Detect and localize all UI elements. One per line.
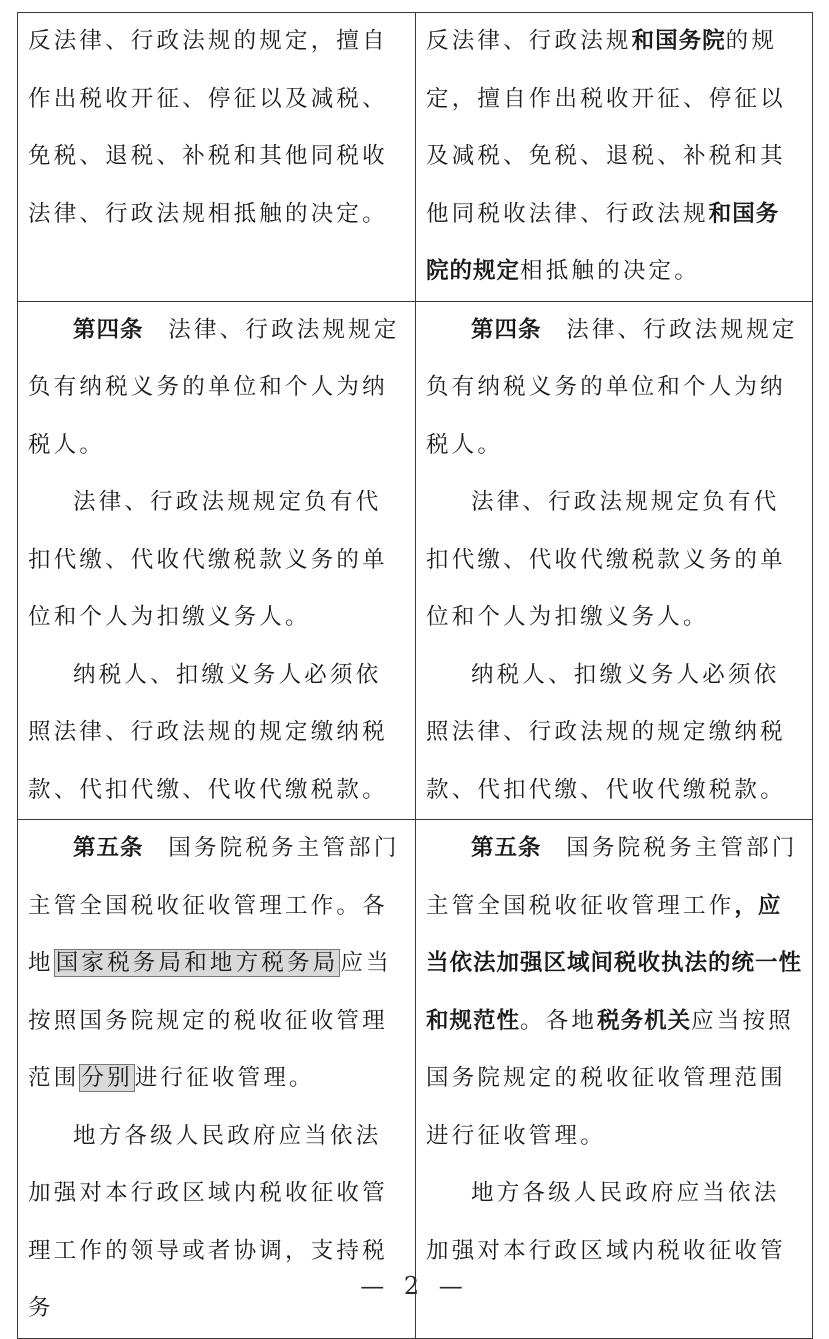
text-run: 法律、行政法规规定负有代扣代缴、代收代缴税款义务的单位和个人为扣缴义务人。 [28, 489, 388, 630]
paragraph [28, 647, 405, 820]
bold-text: 第五条 [73, 835, 144, 861]
paragraph [28, 302, 405, 475]
revised-text-cell [416, 301, 813, 820]
text-run: 国务院税务主管部门主管全国税收征收管理工作。各地 [28, 835, 400, 976]
paragraph [426, 474, 802, 647]
comparison-table [17, 12, 813, 1339]
paragraph [426, 1165, 802, 1280]
original-text-cell [18, 301, 416, 820]
bold-text: ，应当依法加强区域间税收执法的统一性和规范性 [426, 892, 803, 1034]
paragraph [426, 302, 802, 475]
text-run: 的规定，擅自作出税收开征、停征以及减税、免税、退税、补税和其他同税收法律、行政法规 [426, 28, 786, 227]
highlighted-text: 分别 [81, 1065, 133, 1091]
revised-text-cell [416, 820, 813, 1339]
highlighted-text: 国家税务局和地方税务局 [55, 950, 339, 976]
text-run: 应当按照国务院规定的税收征收管理范围 [28, 950, 392, 1091]
paragraph [28, 474, 405, 647]
text-run: 反法律、行政法规 [426, 28, 632, 54]
table-row [18, 13, 813, 302]
paragraph [28, 820, 405, 1108]
bold-text: 税务机关 [597, 1007, 692, 1034]
table-row [18, 301, 813, 820]
original-text-cell [18, 820, 416, 1339]
text-run: 。各地 [520, 1007, 598, 1034]
revised-text-cell [416, 13, 813, 302]
text-run: 地方各级人民政府应当依法加强对本行政区域内税收征收管 [426, 1180, 786, 1264]
table-row [18, 820, 813, 1339]
paragraph [426, 13, 802, 301]
bold-text: 第四条 [471, 316, 542, 343]
paragraph [426, 820, 802, 1165]
text-run: 纳税人、扣缴义务人必须依照法律、行政法规的规定缴纳税款、代扣代缴、代收代缴税款。 [426, 661, 786, 803]
text-run: 纳税人、扣缴义务人必须依照法律、行政法规的规定缴纳税款、代扣代缴、代收代缴税款。 [28, 661, 388, 803]
text-run: 反法律、行政法规的规定，擅自作出税收开征、停征以及减税、免税、退税、补税和其他同税收法律、行政法规相抵触的决定。 [28, 28, 388, 227]
paragraph [28, 1108, 405, 1338]
text-run: 法律、行政法规规定负有纳税义务的单位和个人为纳税人。 [426, 316, 798, 458]
original-text-cell [18, 13, 416, 302]
page-number: — 2 — [360, 1272, 469, 1300]
text-run: 法律、行政法规规定负有代扣代缴、代收代缴税款义务的单位和个人为扣缴义务人。 [426, 489, 786, 630]
bold-text: 和国务院 [631, 28, 726, 54]
text-run: 法律、行政法规规定负有纳税义务的单位和个人为纳税人。 [28, 316, 400, 458]
text-run: 地方各级人民政府应当依法加强对本行政区域内税收征收管理工作的领导或者协调，支持税务 [28, 1122, 388, 1321]
bold-text: 和国务院的规定 [426, 200, 780, 284]
text-run: 国务院税务主管部门主管全国税收征收管理工作 [426, 835, 798, 919]
bold-text: 第四条 [73, 316, 144, 343]
bold-text: 第五条 [471, 835, 542, 861]
text-run: 进行征收管理。 [134, 1065, 315, 1091]
text-run: 相抵触的决定。 [520, 258, 700, 284]
text-run: 应当按照国务院规定的税收征收管理范围进行征收管理。 [426, 1007, 794, 1149]
paragraph [426, 647, 802, 820]
paragraph [28, 13, 405, 243]
